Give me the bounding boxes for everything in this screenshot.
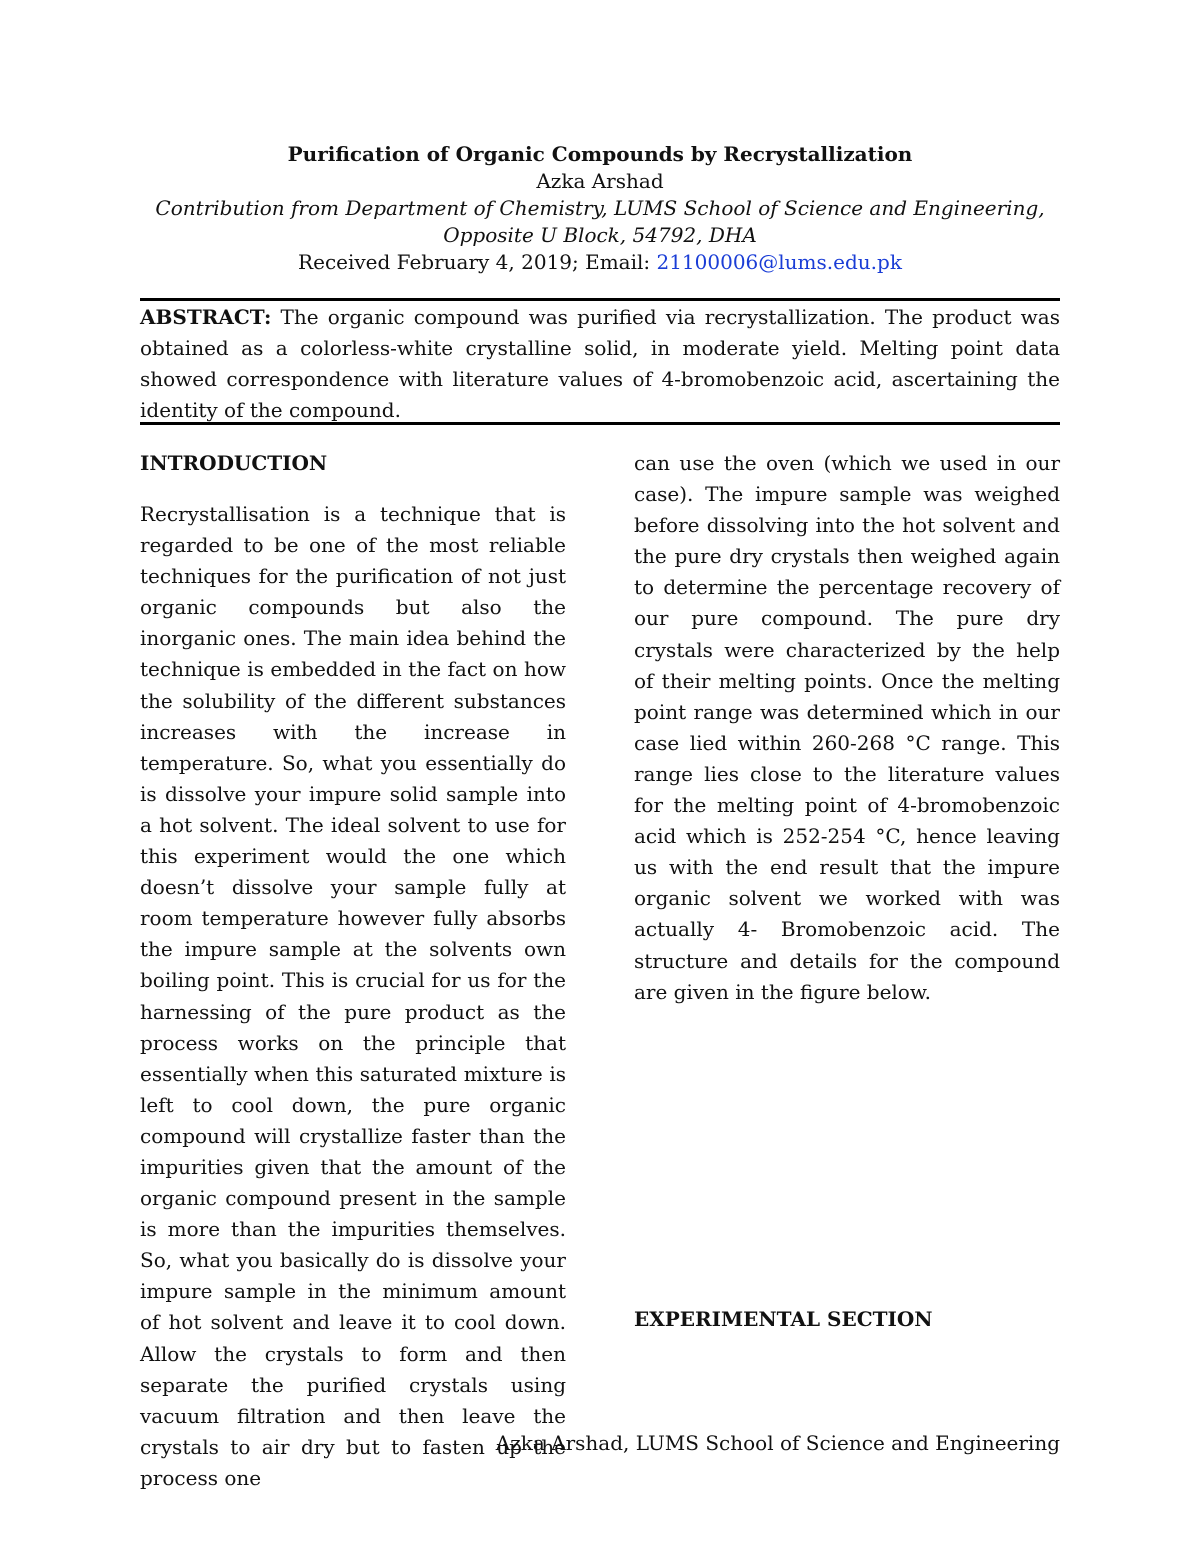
- email-link[interactable]: 21100006@lums.edu.pk: [656, 250, 902, 274]
- abstract-label: ABSTRACT:: [140, 305, 272, 329]
- page-footer: Azka Arshad, LUMS School of Science and Engineering: [495, 1431, 1060, 1455]
- experimental-heading: EXPERIMENTAL SECTION: [634, 1307, 933, 1331]
- received-date: Received February 4, 2019; Email:: [298, 250, 657, 274]
- affiliation-line-2: Opposite U Block, 54792, DHA: [443, 223, 757, 247]
- right-column: [634, 448, 1060, 1008]
- introduction-paragraph-right: can use the oven (which we used in our case). The impure sample was weighed before dissolving into the hot solvent and the pure dry crystals then weighed again to determine the percentage recovery of our pure compound. The pure dry crystals were characterized by the help of their melting points. Once the melting point range was determined which in our case lied within 260-268 °C range. This range lies close to the literature values for the melting point of 4-bromobenzoic acid which is 252-254 °C, hence leaving us with the end result that the impure organic solvent we worked with was actually 4- Bromobenzoic acid. The structure and details for the compound are given in the figure below.: [634, 451, 1060, 1004]
- paper-header: [140, 141, 1060, 276]
- author-name: Azka Arshad: [536, 169, 664, 193]
- left-column: [140, 448, 566, 1494]
- abstract-block: [140, 302, 1060, 426]
- abstract-bottom-rule: [140, 422, 1060, 425]
- abstract-top-rule: [140, 298, 1060, 301]
- abstract-text: The organic compound was purified via recrystallization. The product was obtained as a colorless-white crystalline solid, in moderate yield. Melting point data showed correspondence with literature values of 4-bromobenzoic acid, ascertaining the identity of the compound.: [140, 305, 1060, 422]
- paper-title: Purification of Organic Compounds by Recrystallization: [287, 142, 913, 166]
- received-line: [140, 249, 1060, 276]
- introduction-heading: INTRODUCTION: [140, 451, 328, 475]
- introduction-paragraph-left: Recrystallisation is a technique that is regarded to be one of the most reliable techniques for the purification of not just organic compounds but also the inorganic ones. The main idea behind the technique is embedded in the fact on how the solubility of the different substances increases with the increase in temperature. So, what you essentially do is dissolve your impure solid sample into a hot solvent. The ideal solvent to use for this experiment would the one which doesn’t dissolve your sample fully at room temperature however fully absorbs the impure sample at the solvents own boiling point. This is crucial for us for the harnessing of the pure product as the process works on the principle that essentially when this saturated mixture is left to cool down, the pure organic compound will crystallize faster than the impurities given that the amount of the organic compound present in the sample is more than the impurities themselves. So, what you basically do is dissolve your impure sample in the minimum amount of hot solvent and leave it to cool down. Allow the crystals to form and then separate the purified crystals using vacuum filtration and then leave the crystals to air dry but to fasten up the process one: [140, 502, 566, 1490]
- affiliation-line-1: Contribution from Department of Chemistry, LUMS School of Science and Engineering,: [155, 196, 1045, 220]
